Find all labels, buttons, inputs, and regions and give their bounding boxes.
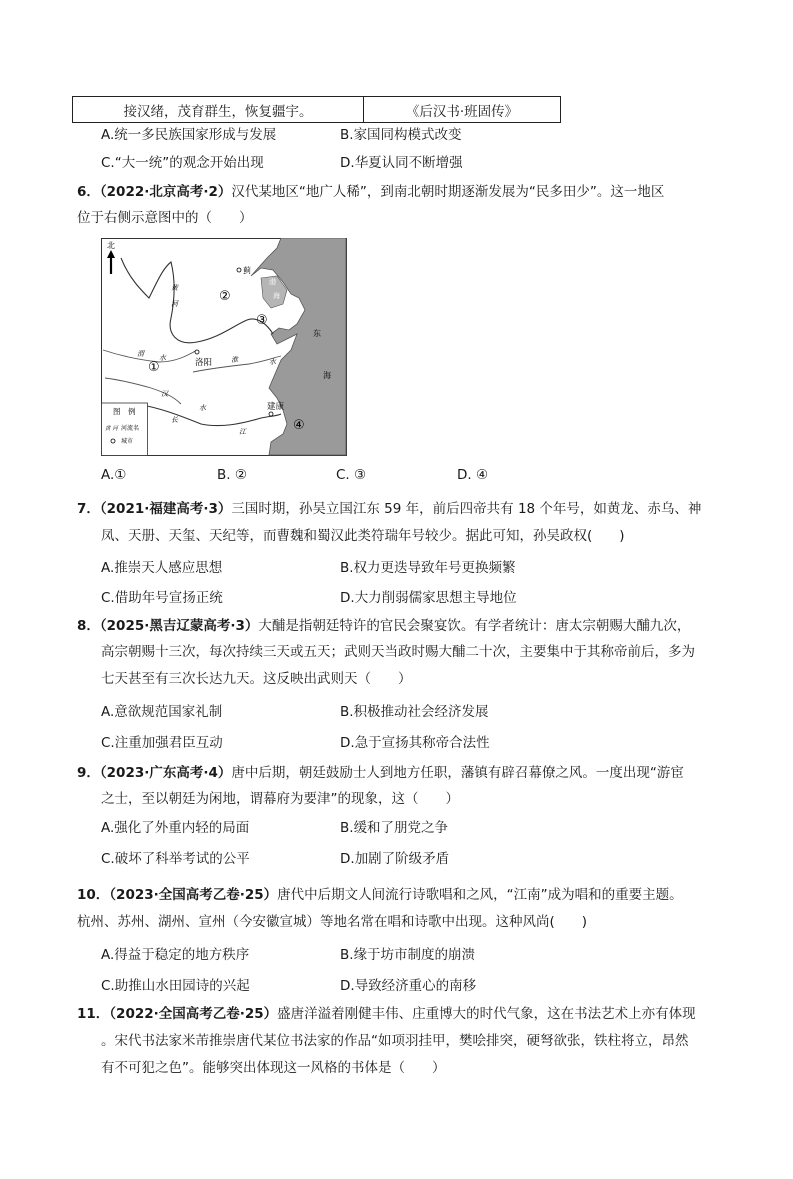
q6-option-a[interactable]: A.① [101, 467, 127, 483]
q9-line-1: 9．（2023·广东高考·4）唐中后期，朝廷鼓励士人到地方任职，藩镇有辟召幕僚之风。一度出现“游宦 [77, 765, 684, 781]
q6-source: （2022·北京高考·2） [99, 184, 232, 200]
city-luoyang: 洛阳 [195, 358, 213, 368]
legend-city: 城市 [121, 438, 134, 445]
q8-option-d[interactable]: D.急于宣扬其称帝合法性 [340, 735, 490, 751]
q9-line-2: 之士，至以朝廷为闲地，谓幕府为要津”的现象，这（ ） [101, 791, 459, 807]
q9-option-a[interactable]: A.强化了外重内轻的局面 [101, 820, 250, 836]
label-wei-1: 渭 [137, 350, 144, 358]
label-chang-1: 长 [171, 416, 178, 424]
q6-option-d[interactable]: D. ④ [457, 467, 489, 483]
map-figure [101, 238, 347, 456]
q8-line-2: 高宗朝赐十三次，每次持续三天或五天；武则天当政时赐大酺二十次，主要集中于其称帝前后，多为 [101, 644, 695, 660]
q11-line-1: 11．（2022·全国高考乙卷·25）盛唐洋溢着刚健丰伟、庄重博大的时代气象，这在书法艺术上亦有体现 [77, 1006, 696, 1022]
q11-source: （2022·全国高考乙卷·25） [109, 1006, 278, 1022]
q8-line-1: 8．（2025·黑吉辽蒙高考·3）大酺是指朝廷特许的官民会聚宴饮。有学者统计：唐太宗朝赐大酺九次， [77, 618, 691, 634]
q11-line-2: 。宋代书法家米芾推崇唐代某位书法家的作品“如项羽挂甲，樊哙排突，硬弩欲张，铁柱将立，昂然 [101, 1033, 689, 1049]
q9-option-b[interactable]: B.缓和了朋党之争 [340, 820, 449, 836]
q6-number: 6． [77, 184, 100, 200]
q5-option-c[interactable]: C.“大一统”的观念开始出现 [101, 155, 264, 171]
q10-option-c[interactable]: C.助推山水田园诗的兴起 [101, 978, 250, 994]
marker-1: ① [148, 360, 160, 375]
q7-option-c[interactable]: C.借助年号宣扬正统 [101, 590, 223, 606]
q7-line-2: 凤、天册、天玺、天纪等，而曹魏和蜀汉此类符瑞年号较少。据此可知，孙吴政权( ) [101, 528, 625, 544]
q7-line-1: 7．（2021·福建高考·3）三国时期，孙吴立国江东 59 年，前后四帝共有 18 个年号，如黄龙、赤乌、神 [77, 501, 702, 517]
q9-source: （2023·广东高考·4） [99, 765, 232, 781]
label-huang-1: 黄 [171, 284, 178, 292]
q10-line-1: 10．（2023·全国高考乙卷·25）唐代中后期文人间流行诗歌唱和之风，“江南”成为唱和的重要主题。 [77, 887, 683, 903]
q6-option-b[interactable]: B. ② [217, 467, 247, 483]
q5-option-b[interactable]: B.家国同构模式改变 [340, 127, 462, 143]
label-wei-2: 水 [159, 354, 166, 362]
q6-option-c[interactable]: C. ③ [336, 467, 367, 483]
q5-option-d[interactable]: D.华夏认同不断增强 [340, 155, 463, 171]
q10-line-2: 杭州、苏州、湖州、宣州（今安徽宣城）等地名常在唱和诗歌中出现。这种风尚( ) [77, 914, 588, 930]
q7-number: 7． [77, 501, 100, 517]
label-huai-2: 水 [269, 358, 276, 366]
north-label: 北 [107, 241, 115, 250]
marker-2: ② [219, 289, 231, 304]
q7-option-d[interactable]: D.大力削弱儒家思想主导地位 [340, 590, 517, 606]
label-han-1: 汉 [161, 390, 168, 398]
q9-option-d[interactable]: D.加剧了阶级矛盾 [340, 851, 450, 867]
label-han-2: 水 [199, 404, 206, 412]
q8-option-c[interactable]: C.注重加强君臣互动 [101, 735, 223, 751]
source-quote: 接汉绪，茂育群生，恢复疆宇。 [73, 97, 364, 123]
legend-city-icon [111, 439, 115, 443]
marker-4: ④ [293, 418, 305, 433]
city-luoyang-icon [195, 350, 199, 354]
q11-line-3: 有不可犯之色”。能够突出体现这一风格的书体是（ ） [101, 1060, 446, 1076]
legend-river: 河流名 [121, 425, 140, 432]
q10-option-b[interactable]: B.缘于坊市制度的崩溃 [340, 947, 476, 963]
label-east: 东 [313, 329, 321, 338]
q11-number: 11． [77, 1006, 110, 1022]
q9-number: 9． [77, 765, 100, 781]
city-jiankang: 建康 [267, 402, 285, 412]
label-bohai-2: 海 [273, 292, 280, 300]
q6-line-2: 位于右侧示意图中的（ ） [77, 210, 253, 226]
source-table [72, 96, 561, 123]
q10-number: 10． [77, 887, 110, 903]
marker-3: ③ [256, 313, 268, 328]
q8-number: 8． [77, 618, 100, 634]
q10-option-d[interactable]: D.导致经济重心的南移 [340, 978, 477, 994]
label-sea: 海 [323, 371, 331, 380]
city-jiankang-icon [269, 412, 273, 416]
legend-river-sample: 黄 河 [105, 426, 118, 432]
q10-option-a[interactable]: A.得益于稳定的地方秩序 [101, 947, 250, 963]
q5-option-a[interactable]: A.统一多民族国家形成与发展 [101, 127, 277, 143]
source-citation: 《后汉书·班固传》 [364, 97, 561, 123]
label-huang-2: 河 [171, 300, 178, 308]
q10-source: （2023·全国高考乙卷·25） [109, 887, 278, 903]
label-chang-2: 江 [239, 428, 246, 436]
legend-title: 图 例 [113, 407, 136, 416]
q8-option-a[interactable]: A.意欲规范国家礼制 [101, 704, 223, 720]
q7-option-b[interactable]: B.权力更迭导致年号更换频繁 [340, 560, 516, 576]
label-huai-1: 淮 [231, 356, 238, 364]
q7-option-a[interactable]: A.推崇天人感应思想 [101, 560, 223, 576]
q8-line-3: 七天甚至有三次长达九天。这反映出武则天（ ） [101, 671, 412, 687]
q9-option-c[interactable]: C.破坏了科举考试的公平 [101, 851, 250, 867]
q8-option-b[interactable]: B.积极推动社会经济发展 [340, 704, 489, 720]
label-bohai-1: 渤 [269, 278, 276, 286]
q7-source: （2021·福建高考·3） [99, 501, 232, 517]
q6-line-1: 6．（2022·北京高考·2）汉代某地区“地广人稀”，到南北朝时期逐渐发展为“民多田少”。这一地区 [77, 184, 665, 200]
city-ji-icon [237, 268, 241, 272]
q8-source: （2025·黑吉辽蒙高考·3） [99, 618, 259, 634]
city-ji: 蓟 [243, 266, 251, 275]
